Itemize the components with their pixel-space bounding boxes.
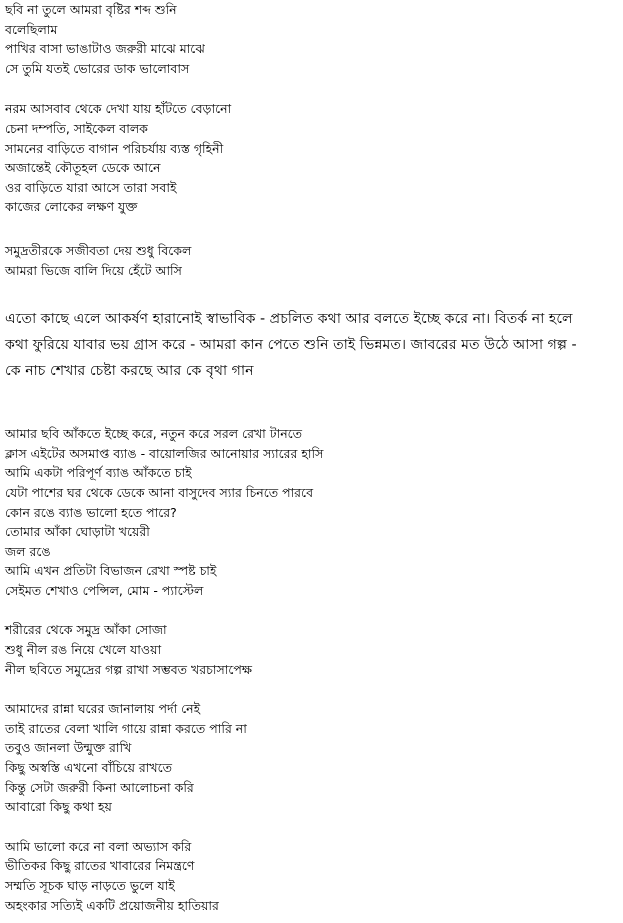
poem-line: সমুদ্রতীরকে সজীবতা দেয় শুধু বিকেল bbox=[5, 242, 192, 258]
stanza-gap bbox=[5, 817, 617, 837]
poem-line: জল রঙে bbox=[5, 543, 51, 559]
poem-line: ক্লাস এইটের অসমাপ্ত ব্যাঙ - বায়োলজির আনোয়ার স্যারের হাসি bbox=[5, 445, 324, 461]
poem-line: আমি ভালো করে না বলা অভ্যাস করি bbox=[5, 838, 192, 854]
stanza-1 bbox=[5, 0, 617, 78]
stanza-gap bbox=[5, 280, 617, 304]
stanza-3 bbox=[5, 241, 617, 280]
stanza-gap bbox=[5, 679, 617, 699]
stanza-6 bbox=[5, 699, 617, 817]
poem-line: বলেছিলাম bbox=[5, 21, 58, 37]
poem-line: সামনের বাড়িতে বাগান পরিচর্যায় ব্যস্ত গৃহিনী bbox=[5, 140, 224, 156]
poem-line: সে তুমি যতই ভোরের ডাক ভালোবাস bbox=[5, 60, 190, 76]
poem-line: কিছু অস্বস্তি এখনো বাঁচিয়ে রাখতে bbox=[5, 760, 173, 776]
stanza-2 bbox=[5, 99, 617, 217]
poem-line: কাজের লোকের লক্ষণ যুক্ত bbox=[5, 199, 138, 215]
prose-line: কে নাচ শেখার চেষ্টা করছে আর কে বৃথা গান bbox=[5, 363, 254, 380]
stanza-4 bbox=[5, 424, 617, 600]
stanza-5 bbox=[5, 620, 617, 679]
poem-line: শরীরের থেকে সমুদ্র আঁকা সোজা bbox=[5, 622, 167, 638]
poem-line: পাখির বাসা ভাঙাটাও জরুরী মাঝে মাঝে bbox=[5, 41, 205, 57]
poem-line: কিন্তু সেটা জরুরী কিনা আলোচনা করি bbox=[5, 779, 194, 795]
poem-line: আমরা ভিজে বালি দিয়ে হেঁটে আসি bbox=[5, 262, 182, 278]
poem-line: ছবি না তুলে আমরা বৃষ্টির শব্দ শুনি bbox=[5, 2, 177, 17]
poem-line: আবারো কিছু কথা হয় bbox=[5, 799, 112, 815]
poem-line: আমি একটা পরিপূর্ণ ব্যাঙ আঁকতে চাই bbox=[5, 465, 192, 481]
poem-line: ভীতিকর কিছু রাতের খাবারের নিমন্ত্রণে bbox=[5, 858, 195, 874]
poem-line: শুধু নীল রঙ নিয়ে খেলে যাওয়া bbox=[5, 642, 162, 658]
poem-line: কোন রঙে ব্যাঙ ভালো হতে পারে? bbox=[5, 504, 177, 520]
prose-line: এতো কাছে এলে আকর্ষণ হারানোই স্বাভাবিক - প্রচলিত কথা আর বলতে ইচ্ছে করে না। বিতর্ক না হলে bbox=[5, 311, 573, 328]
stanza-7 bbox=[5, 837, 617, 915]
poem-line: অজান্তেই কৌতূহল ডেকে আনে bbox=[5, 160, 161, 176]
poem-line: আমি এখন প্রতিটা বিভাজন রেখা স্পষ্ট চাই bbox=[5, 563, 217, 579]
poem-line: ওর বাড়িতে যারা আসে তারা সবাই bbox=[5, 179, 177, 195]
prose-line: কথা ফুরিয়ে যাবার ভয় গ্রাস করে - আমরা কান পেতে শুনি তাই ভিন্নমত। জাবরের মত উঠে আসা গল্প - bbox=[5, 337, 577, 354]
poem-line: সম্মতি সূচক ঘাড় নাড়তে ভুলে যাই bbox=[5, 878, 175, 893]
poem-line: আমার ছবি আঁকতে ইচ্ছে করে, নতুন করে সরল রেখা টানতে bbox=[5, 426, 303, 442]
poem-line: তাই রাতের বেলা খালি গায়ে রান্না করতে পারি না bbox=[5, 720, 247, 736]
stanza-gap bbox=[5, 600, 617, 620]
poem-line: অহংকার সত্যিই একটি প্রয়োজনীয় হাতিয়ার bbox=[5, 897, 219, 913]
stanza-gap bbox=[5, 78, 617, 99]
poem-line: তোমার আঁকা ঘোড়াটা খয়েরী bbox=[5, 524, 150, 540]
poem-line: আমাদের রান্না ঘরের জানালায় পর্দা নেই bbox=[5, 701, 201, 717]
poem-line: নরম আসবাব থেকে দেখা যায় হাঁটতে বেড়ানো bbox=[5, 101, 232, 117]
poem-line: নীল ছবিতে সমুদ্রের গল্প রাখা সম্ভবত খরচাসাপেক্ষ bbox=[5, 661, 253, 677]
poem-line: যেটা পাশের ঘর থেকে ডেকে আনা বাসুদেব স্যার চিনতে পারবে bbox=[5, 484, 314, 500]
stanza-gap bbox=[5, 217, 617, 241]
poem-line: চেনা দম্পতি, সাইকেল বালক bbox=[5, 120, 148, 136]
poem-line: তবুও জানলা উন্মুক্ত রাখি bbox=[5, 740, 132, 756]
stanza-gap bbox=[5, 384, 617, 424]
prose-paragraph bbox=[5, 304, 617, 384]
poem-line: সেইমত শেখাও পেন্সিল, মোম - প্যাস্টেল bbox=[5, 582, 204, 598]
